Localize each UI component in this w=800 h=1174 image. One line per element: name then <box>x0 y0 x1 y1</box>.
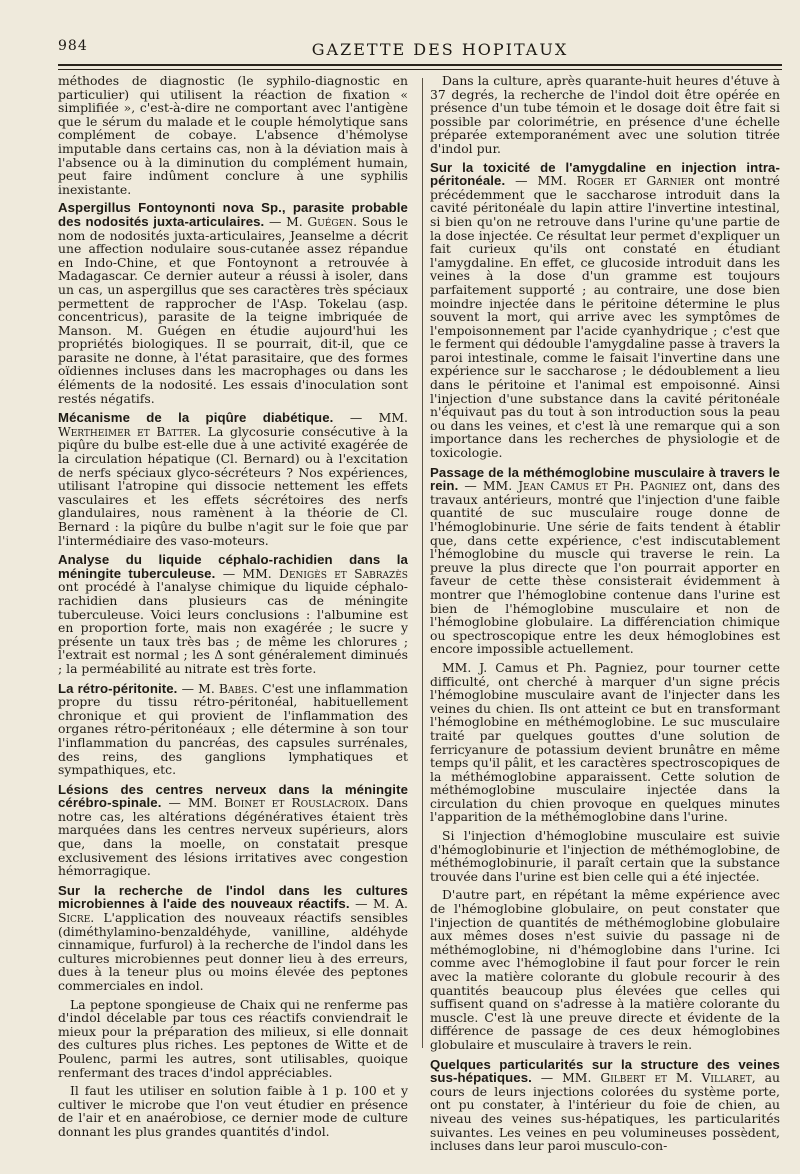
section-text: Dans notre cas, les altérations dégénératives étaient très marquées dans les centres nerveux supérieurs, alors que, dans la moelle, on constatait presque exclusivement des lésions irritatives avec congestion hémorragique. <box>58 795 408 879</box>
section-title: Aspergillus Fontoynonti nova Sp., parasite probable des nodosités juxta-articulaires. <box>58 200 408 229</box>
section-aspergillus: Aspergillus Fontoynonti nova Sp., parasite probable des nodosités juxta-articulaires. — M. Guégen. Sous le nom de nodosités juxta-articulaires, Jeanselme a décrit une affection nodulaire sous-cutanée assez répandue en Indo-Chine, et que Fontoynont a retrouvée à Madagascar. Ce dernier auteur a réussi à isoler, dans un cas, un aspergillus que ses caractères très spéciaux permettent de rapprocher de l'Asp. Tokelau (asp. concentricus), parasite de la teigne imbriquée de Manson. M. Guégen en étudie aujourd'hui les propriétés biologiques. Il se pourrait, dit-il, que ce parasite ne donne, à l'état parasitaire, que des formes oïdiennes incluses dans les macrophages ou dans les éléments de la nodosité. Les essais d'inoculation sont restés négatifs. <box>58 200 408 406</box>
right-column <box>422 74 780 1154</box>
section-centres-nerveux: Lésions des centres nerveux dans la méningite cérébro-spinale. — MM. Boinet et Rouslacroix. Dans notre cas, les altérations dégénératives étaient très marquées dans les centres nerveux supérieurs, alors que, dans la moelle, on constatait presque exclusivement des lésions irritatives avec congestion hémorragique. <box>58 781 408 879</box>
section-author: MM. Jean Camus et Ph. Pagniez <box>482 478 687 494</box>
section-title: Passage de la méthémoglobine musculaire à travers le rein. <box>430 464 780 494</box>
section-paragraph: Si l'injection d'hémoglobine musculaire est suivie d'hémoglobinurie et l'injection de méthémoglobine, de méthémoglobinurie, il paraît certain que la substance trouvée dans l'urine est bien celle qui a été injectée. <box>430 828 780 884</box>
section-piqure-diabetique: Mécanisme de la piqûre diabétique. — MM. Wertheimer et Batter. La glycosurie consécutive à la piqûre du bulbe est-elle due à une activité exagérée de la circulation hépatique (Cl. Bernard) ou à l'excitation de nerfs spéciaux glyco-sécréteurs ? Nos expériences, utilisant l'atropine qui dissocie nettement les effets vasculaires et les effets sécrétoires des nerfs glandulaires, nous ramènent à la théorie de Cl. Bernard : la piqûre du bulbe n'agit sur le foie que par l'intermédiaire des vaso-moteurs. <box>58 410 408 548</box>
journal-title: GAZETTE DES HOPITAUX <box>311 40 569 59</box>
section-author: M. A. Sicre <box>58 896 408 926</box>
page-number: 984 <box>58 38 88 54</box>
section-text: Sous le nom de nodosités juxta-articulaires, Jeanselme a décrit une affection nodulaire sous-cutanée assez répandue en Indo-Chine, et que Fontoynont a retrouvée à Madagascar. Ce dernier auteur a réussi à isoler, dans un cas, un aspergillus que ses caractères très spéciaux permettent de rapprocher de l'Asp. Tokelau (asp. concentricus), parasite de la teigne imbriquée de Manson. M. Guégen en étudie aujourd'hui les propriétés biologiques. Il se pourrait, dit-il, que ce parasite ne donne, à l'état parasitaire, que des formes oïdiennes incluses dans les macrophages ou dans les éléments de la nodosité. Les essais d'inoculation sont restés négatifs. <box>58 213 408 406</box>
section-author: M. Babes <box>198 680 254 696</box>
section-author: MM. Denigès et Sabrazès <box>242 565 408 581</box>
section-text: La glycosurie consécutive à la piqûre du bulbe est-elle due à une activité exagérée de la circulation hépatique (Cl. Bernard) ou à l'excitation de nerfs spéciaux glyco-sécréteurs ? Nos expériences, utilisant l'atropine qui dissocie nettement les effets vasculaires et les effets sécrétoires des nerfs glandulaires, nous ramènent à la théorie de Cl. Bernard : la piqûre du bulbe n'agit sur le foie que par l'intermédiaire des vaso-moteurs. <box>58 423 408 548</box>
section-author: MM. Gilbert et M. Villaret <box>562 1070 752 1086</box>
header-rule <box>58 64 782 70</box>
section-methemoglobine: Passage de la méthémoglobine musculaire à travers le rein. — MM. Jean Camus et Ph. Pagniez ont, dans des travaux antérieurs, montré que l'injection d'une faible quantité de suc musculaire rouge donne de l'hémoglobinurie. Une série de faits tendent à établir que, dans cette expérience, c'est indiscutablement l'hémoglobine du muscle qui traverse le rein. La preuve la plus directe que l'on pourrait apporter en faveur de cette thèse consisterait évidemment à montrer que l'hémoglobine contenue dans l'urine est bien de l'hémoglobine musculaire et non de l'hémoglobine globulaire. La différenciation chimique ou spectroscopique entre les deux hémoglobines est encore impossible actuellement. MM. J. Camus et Ph. Pagniez, pour tourner cette difficulté, ont cherché à marquer d'un signe précis l'hémoglobine musculaire avant de l'injecter dans les veines du chien. Ils ont atteint ce but en transformant l'hémoglobine en méthémoglobine. Le suc musculaire traité par quelques gouttes d'une solution de ferricyanure de potassium devient brunâtre en même temps qu'il pâlit, et les caractères spectroscopiques de la méthémoglobine apparaissent. Cette solution de méthémoglobine musculaire injectée dans la circulation du chien provoque en quelques minutes l'apparition de la méthémoglobine dans l'urine. Si l'injection d'hémoglobine musculaire est suivie d'hémoglobinurie et l'injection de méthémoglobine, de méthémoglobinurie, il paraît certain que la substance trouvée dans l'urine est bien celle qui a été injectée. D'autre part, en répétant la même expérience avec de l'hémoglobine globulaire, on peut constater que l'injection de quantités de méthémoglobine globulaire aux mêmes doses n'est suivie du passage ni de méthémoglobine, ni d'hémoglobine dans l'urine. Ici comme avec l'hémoglobine il faut pour forcer le rein avec la matière colorante du globule recourir à des quantités beaucoup plus élevées que celles qui suffisent quand on s'adresse à la matière colorante du muscle. C'est là une preuve directe et évidente de la différence de passage de ces deux hémoglobines globulaire et musculaire à travers le rein. <box>430 464 780 1052</box>
section-text: C'est une inflammation propre du tissu rétro-péritonéal, habituellement chronique et qui provient de l'inflammation des organes rétro-péritonéaux ; elle détermine à son tour l'inflammation du pancréas, des capsules surrénales, des reins, des ganglions lymphatiques et sympathiques, etc. <box>58 680 408 778</box>
section-liquide-cephalo-rachidien: Analyse du liquide céphalo-rachidien dans la méningite tuberculeuse. — MM. Denigès et Sabrazès ont procédé à l'analyse chimique du liquide céphalo-rachidien dans plusieurs cas de méningite tuberculeuse. Voici leurs conclusions : l'albumine est en proportion forte, mais non exagérée ; le sucre y présente un taux très bas ; de même les chlorures ; l'extrait est normal ; les Δ sont généralement diminués ; la perméabilité au nitrate est très forte. <box>58 552 408 676</box>
section-indol: Sur la recherche de l'indol dans les cultures microbiennes à l'aide des nouveaux réactifs. — M. A. Sicre. L'application des nouveaux réactifs sensibles (diméthylamino-benzaldéhyde, vanilline, aldéhyde cinnamique, furfurol) à la recherche de l'indol dans les cultures microbiennes peut donner lieu à des erreurs, dues à la teneur plus ou moins élevée des peptones commerciales en indol. La peptone spongieuse de Chaix qui ne renferme pas d'indol décelable par tous ces réactifs conviendrait le mieux pour la préparation des milieux, si elle donnait des cultures plus riches. Les peptones de Witte et de Poulenc, parmi les autres, sont utilisables, quoique renfermant des traces d'indol appréciables. Il faut les utiliser en solution faible à 1 p. 100 et y cultiver le microbe que l'on veut étudier en présence de l'air et en anaérobiose, ce dernier mode de culture donnant les plus grandes quantités d'indol. <box>58 882 408 1139</box>
section-veines-sus-hepatiques: Quelques particularités sur la structure des veines sus-hépatiques. — MM. Gilbert et M. Villaret, au cours de leurs injections colorées du système porte, ont pu constater, à l'intérieur du foie de chien, au niveau des veines sus-hépatiques, les particularités suivantes. Les veines en peu volumineuses possèdent, incluses dans leur paroi musculo-con- <box>430 1056 780 1154</box>
section-title: Sur la toxicité de l'amygdaline en injection intra-péritonéale. <box>430 159 780 189</box>
section-title: La rétro-péritonite. <box>58 680 178 696</box>
section-text: ont procédé à l'analyse chimique du liquide céphalo-rachidien dans plusieurs cas de méningite tuberculeuse. Voici leurs conclusions : l'albumine est en proportion forte, mais non exagérée ; le sucre y présente un taux très bas ; de même les chlorures ; l'extrait est normal ; les Δ sont généralement diminués ; la perméabilité au nitrate est très forte. <box>58 579 408 676</box>
section-text: ont, dans des travaux antérieurs, montré que l'injection d'une faible quantité de suc musculaire rouge donne de l'hémoglobinurie. Une série de faits tendent à établir que, dans cette expérience, c'est indiscutablement l'hémoglobine du muscle qui traverse le rein. La preuve la plus directe que l'on pourrait apporter en faveur de cette thèse consisterait évidemment à montrer que l'hémoglobine contenue dans l'urine est bien de l'hémoglobine musculaire et non de l'hémoglobine globulaire. La différenciation chimique ou spectroscopique entre les deux hémoglobines est encore impossible actuellement. <box>430 478 780 657</box>
section-title: Mécanisme de la piqûre diabétique. <box>58 410 334 426</box>
section-text: ont montré précédemment que le saccharose introduit dans la cavité péritonéale du lapin attire l'invertine intestinal, si bien qu'on ne retrouve dans l'urine qu'une partie de la dose injectée. Ce résultat leur permet d'expliquer un fait curieux qu'ils ont constaté en étudiant l'amygdaline. En effet, ce glucoside introduit dans les veines à la dose d'un gramme est toujours parfaitement supporté ; au contraire, une dose bien moindre injectée dans le péritoine détermine le plus souvent la mort, qui arrive avec les symptômes de l'empoisonnement par l'acide cyanhydrique ; c'est que le ferment qui dédouble l'amygdaline passe à travers la paroi intestinale, comme le faisait l'invertine dans une expérience sur le saccharose ; le dédoublement a lieu dans le péritoine et l'animal est empoisonné. Ainsi l'injection d'une substance dans la cavité péritonéale n'équivaut pas du tout à son introduction sous la peau ou dans les veines, et c'est là une remarque qui a son importance dans les recherches de physiologie et de toxicologie. <box>430 173 780 461</box>
left-column <box>58 74 408 1154</box>
section-author: MM. Wertheimer et Batter <box>58 410 408 439</box>
section-title: Lésions des centres nerveux dans la méningite cérébro-spinale. <box>58 781 408 811</box>
section-title: Quelques particularités sur la structure des veines sus-hépatiques. <box>430 1056 780 1086</box>
section-paragraph: D'autre part, en répétant la même expérience avec de l'hémoglobine globulaire, on peut constater que l'injection de quantités de méthémoglobine globulaire aux mêmes doses n'est suivie du passage ni de méthémoglobine, ni d'hémoglobine dans l'urine. Ici comme avec l'hémoglobine il faut pour forcer le rein avec la matière colorante du globule recourir à des quantités beaucoup plus élevées que celles qui suffisent quand on s'adresse à la matière colorante du muscle. C'est là une preuve directe et évidente de la différence de passage de ces deux hémoglobines globulaire et musculaire à travers le rein. <box>430 887 780 1052</box>
section-title: Sur la recherche de l'indol dans les cultures microbiennes à l'aide des nouveaux réactifs. <box>58 882 408 912</box>
section-paragraph: La peptone spongieuse de Chaix qui ne renferme pas d'indol décelable par tous ces réactifs conviendrait le mieux pour la préparation des milieux, si elle donnait des cultures plus riches. Les peptones de Witte et de Poulenc, parmi les autres, sont utilisables, quoique renfermant des traces d'indol appréciables. <box>58 996 408 1080</box>
section-text: au cours de leurs injections colorées du système porte, ont pu constater, à l'intérieur du foie de chien, au niveau des veines sus-hépatiques, les particularités suivantes. Les veines en peu volumineuses possèdent, incluses dans leur paroi musculo-con- <box>430 1070 780 1154</box>
section-retro-peritonite: La rétro-péritonite. — M. Babes. C'est une inflammation propre du tissu rétro-péritonéal, habituellement chronique et qui provient de l'inflammation des organes rétro-péritonéaux ; elle détermine à son tour l'inflammation du pancréas, des capsules surrénales, des reins, des ganglions lymphatiques et sympathiques, etc. <box>58 680 408 778</box>
right-intro-paragraph: Dans la culture, après quarante-huit heures d'étuve à 37 degrés, la recherche de l'indol doit être opérée en présence d'un tube témoin et le dosage doit être fait si possible par colorimétrie, en présence d'une échelle préparée extemporanément avec une solution titrée d'indol pur. <box>430 73 780 156</box>
section-title: Analyse du liquide céphalo-rachidien dans la méningite tuberculeuse. <box>58 552 408 581</box>
section-paragraph: Il faut les utiliser en solution faible à 1 p. 100 et y cultiver le microbe que l'on veut étudier en présence de l'air et en anaérobiose, ce dernier mode de culture donnant les plus grandes quantités d'indol. <box>58 1083 408 1139</box>
page-header <box>58 38 782 66</box>
section-author: M. Guégen <box>286 213 354 229</box>
section-author: MM. Boinet et Rouslacroix <box>187 795 366 811</box>
left-intro-paragraph: méthodes de diagnostic (le syphilo-diagnostic en particulier) qui utilisent la réaction de fixation « simplifiée », c'est-à-dire ne comportant avec l'antigène que le sérum du malade et le couple hémolytique sans complément de cobaye. L'absence d'hémolyse imputable dans certains cas, non à la déviation mais à l'absence ou à la diminution du complément humain, peut faire indûment conclure à une syphilis inexistante. <box>58 73 408 197</box>
section-paragraph: MM. J. Camus et Ph. Pagniez, pour tourner cette difficulté, ont cherché à marquer d'un signe précis l'hémoglobine musculaire avant de l'injecter dans les veines du chien. Ils ont atteint ce but en transformant l'hémoglobine en méthémoglobine. Le suc musculaire traité par quelques gouttes d'une solution de ferricyanure de potassium devient brunâtre en même temps qu'il pâlit, et les caractères spectroscopiques de la méthémoglobine apparaissent. Cette solution de méthémoglobine musculaire injectée dans la circulation du chien provoque en quelques minutes l'apparition de la méthémoglobine dans l'urine. <box>430 659 780 825</box>
section-amygdaline: Sur la toxicité de l'amygdaline en injection intra-péritonéale. — MM. Roger et Garnier ont montré précédemment que le saccharose introduit dans la cavité péritonéale du lapin attire l'invertine intestinal, si bien qu'on ne retrouve dans l'urine qu'une partie de la dose injectée. Ce résultat leur permet d'expliquer un fait curieux qu'ils ont constaté en étudiant l'amygdaline. En effet, ce glucoside introduit dans les veines à la dose d'un gramme est toujours parfaitement supporté ; au contraire, une dose bien moindre injectée dans le péritoine détermine le plus souvent la mort, qui arrive avec les symptômes de l'empoisonnement par l'acide cyanhydrique ; c'est que le ferment qui dédouble l'amygdaline passe à travers la paroi intestinale, comme le faisait l'invertine dans une expérience sur le saccharose ; le dédoublement a lieu dans le péritoine et l'animal est empoisonné. Ainsi l'injection d'une substance dans la cavité péritonéale n'équivaut pas du tout à son introduction sous la peau ou dans les veines, et c'est là une remarque qui a son importance dans les recherches de physiologie et de toxicologie. <box>430 159 780 461</box>
section-text: L'application des nouveaux réactifs sensibles (diméthylamino-benzaldéhyde, vanilline, aldéhyde cinnamique, furfurol) à la recherche de l'indol dans les cultures microbiennes peut donner lieu à des erreurs, dues à la teneur plus ou moins élevée des peptones commerciales en indol. <box>58 910 408 993</box>
section-author: MM. Roger et Garnier <box>537 173 695 189</box>
article-columns <box>58 74 780 1154</box>
